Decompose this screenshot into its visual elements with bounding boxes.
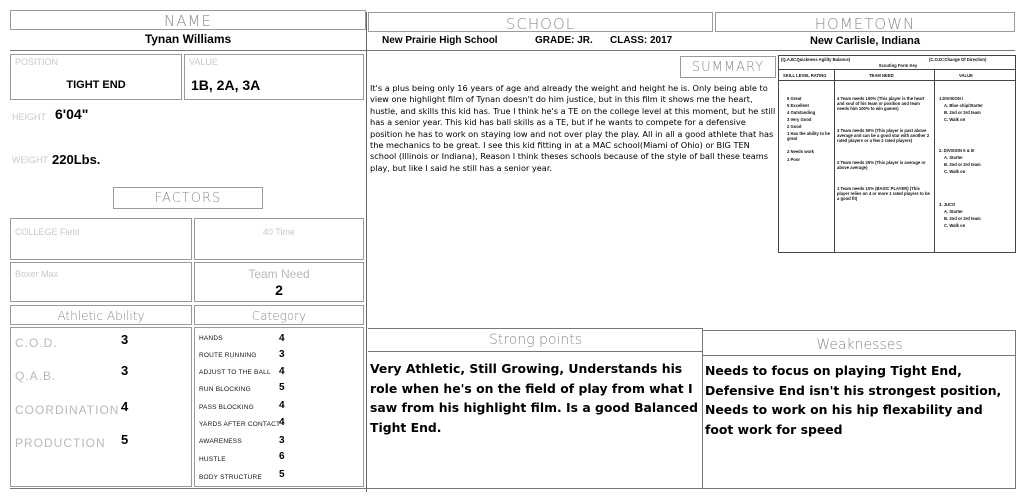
key-rating: 2 Needs work bbox=[787, 149, 814, 154]
key-value: B. 2nd or 3rd team bbox=[944, 162, 981, 167]
factor-field3 bbox=[10, 262, 192, 302]
category-label: YARDS AFTER CONTACT bbox=[199, 421, 281, 428]
value-label: VALUE bbox=[189, 57, 218, 67]
grade: GRADE: JR. bbox=[535, 35, 593, 46]
value-value: 1B, 2A, 3A bbox=[191, 77, 261, 93]
weaknesses-box bbox=[703, 330, 1016, 488]
key-col-skill: SKILL LEVEL RATING bbox=[783, 73, 827, 78]
key-need: 2 Team needs 25% (This player is average or above average) bbox=[837, 160, 926, 171]
value-box bbox=[184, 54, 364, 100]
category-label: ADJUST TO THE BALL bbox=[199, 369, 271, 376]
weaknesses-header: Weaknesses bbox=[816, 337, 903, 353]
key-need: 4 Team needs 100% (This player is the heart and soul of his team or position and team needs him 100% to win games) bbox=[837, 96, 925, 112]
athletic-value: 5 bbox=[121, 432, 129, 447]
factor-40-time-label: 40 Time bbox=[262, 227, 295, 237]
athletic-value: 4 bbox=[121, 399, 129, 414]
key-rating: 2 Good bbox=[787, 124, 802, 129]
strong-points-box bbox=[368, 328, 703, 488]
school-header: SCHOOL bbox=[368, 12, 713, 32]
factors-header: FACTORS bbox=[113, 187, 263, 209]
athletic-value: 3 bbox=[121, 363, 129, 378]
key-rating: 3 Very Good bbox=[787, 117, 812, 122]
category-label: PASS BLOCKING bbox=[199, 404, 254, 411]
school-name: New Prairie High School bbox=[382, 35, 498, 46]
key-qab-note: (Q.A.B=Quickness Agility Balance) bbox=[781, 57, 851, 62]
athletic-label: Q.A.B. bbox=[15, 369, 57, 383]
player-name: Tynan Williams bbox=[144, 32, 232, 46]
category-value: 4 bbox=[279, 400, 285, 411]
key-rating: 5 Excellent bbox=[787, 103, 809, 108]
hometown-header: HOMETOWN bbox=[715, 12, 1015, 32]
category-label: AWARENESS bbox=[199, 438, 242, 445]
name-header: NAME bbox=[10, 10, 366, 30]
key-value: A. Starter bbox=[944, 155, 963, 160]
summary-text: It's a plus being only 16 years of age and already the weight and height he is. Only being able to view one highlight film of Tynan doesn't do him justice, but in this film it shows me the heart, hustle, and skills this kid has. True I think he's a TE on the college level at this moment, but he still has a senior year. This kid has ball skills as a TE, but if he wants to compete for a defensive position he has to work on staying low and not over play the play. All in all a good athlete that has the mechanics to be great. I see this kid fitting in at a MAC school(Miami of Ohio) or BIG TEN school (Illinois or Indiana), Reason I think theses schools because of the style of ball these teams play, but like I said he still has a senior year. bbox=[370, 83, 776, 173]
key-value: C. Walk on bbox=[944, 169, 966, 174]
height-value: 6'04" bbox=[55, 106, 89, 122]
summary-header: SUMMARY bbox=[680, 56, 776, 78]
category-label: HUSTLE bbox=[199, 456, 226, 463]
key-value: A. Starter bbox=[944, 209, 963, 214]
key-need: 1 Team needs 10% (BASIC PLAYER) (This player relies on 4 or more 1 rated players to be a good fit) bbox=[837, 186, 930, 202]
category-value: 5 bbox=[279, 469, 285, 480]
key-value: B. 2nd or 3rd team bbox=[944, 110, 981, 115]
strong-points-text: Very Athletic, Still Growing, Understands his role when he's on the field of play from what I saw from his highlight film. Is a good Balanced Tight End. bbox=[370, 361, 698, 435]
factor-field1-label: COLLEGE Field bbox=[15, 227, 80, 237]
key-title: Scouting Form Key bbox=[878, 63, 918, 68]
key-value: C. Walk on bbox=[944, 223, 966, 228]
weight-value: 220Lbs. bbox=[52, 152, 101, 167]
key-value: B. 2nd or 3rd team bbox=[944, 216, 981, 221]
hometown-value: New Carlisle, Indiana bbox=[809, 35, 921, 47]
category-label: ROUTE RUNNING bbox=[199, 352, 257, 359]
scouting-key bbox=[778, 55, 1016, 253]
position-label: POSITION bbox=[15, 57, 59, 67]
athletic-label: PRODUCTION bbox=[15, 436, 106, 450]
category-label: BODY STRUCTURE bbox=[199, 474, 262, 481]
category-value: 4 bbox=[279, 366, 285, 377]
key-value: 1.DIVISION I bbox=[939, 96, 964, 101]
team-need-value: 2 bbox=[275, 282, 283, 298]
position-value: TIGHT END bbox=[66, 79, 126, 91]
athletic-ability-header: Athletic Ability bbox=[10, 305, 192, 325]
category-value: 5 bbox=[279, 382, 285, 393]
key-need: 3 Team needs 50% (This player is past above average and can be a good star with another 2 rated players or a few 2 rated players) bbox=[837, 128, 930, 144]
category-box bbox=[194, 327, 364, 487]
category-label: HANDS bbox=[199, 335, 223, 342]
key-value: C. Walk on bbox=[944, 117, 966, 122]
category-value: 6 bbox=[279, 451, 285, 462]
factor-field3-label: Boxer Max bbox=[15, 269, 59, 279]
athletic-value: 3 bbox=[121, 332, 129, 347]
category-label: RUN BLOCKING bbox=[199, 386, 251, 393]
category-value: 4 bbox=[279, 417, 285, 428]
factor-40-time bbox=[194, 218, 364, 260]
class-year: CLASS: 2017 bbox=[610, 35, 673, 46]
key-rating: 6 Great bbox=[787, 96, 802, 101]
factor-team-need bbox=[194, 262, 364, 302]
athletic-label: COORDINATION bbox=[15, 403, 120, 417]
category-value: 3 bbox=[279, 349, 285, 360]
athletic-label: C.O.D. bbox=[15, 336, 58, 350]
key-rating: 4 Outstanding bbox=[787, 110, 816, 115]
category-header: Category bbox=[194, 305, 364, 325]
key-value: A. Blue chip/Starter bbox=[944, 103, 983, 108]
category-value: 3 bbox=[279, 435, 285, 446]
weaknesses-text: Needs to focus on playing Tight End, Defensive End isn't his strongest position, Needs to work on his hip flexability and foot work for speed bbox=[705, 363, 1002, 437]
key-rating: 1 Has the ability to be great bbox=[787, 131, 831, 142]
position-box bbox=[10, 54, 182, 100]
weight-label: WEIGHT bbox=[12, 155, 48, 165]
key-col-need: TEAM NEED bbox=[869, 73, 894, 78]
strong-points-header: Strong points bbox=[488, 332, 583, 348]
height-label: HEIGHT bbox=[12, 112, 47, 122]
athletic-ability-box bbox=[10, 327, 192, 487]
key-rating: 1 Poor bbox=[787, 157, 801, 162]
category-value: 4 bbox=[279, 333, 285, 344]
key-value: 3. JUCO bbox=[939, 202, 956, 207]
key-value: 2. DIVISION II & III bbox=[939, 148, 975, 153]
key-cod-note: (C.O.D=Change Of Direction) bbox=[929, 57, 987, 62]
team-need-label: Team Need bbox=[248, 267, 310, 281]
factor-field1 bbox=[10, 218, 192, 260]
key-col-value: VALUE bbox=[959, 73, 973, 78]
